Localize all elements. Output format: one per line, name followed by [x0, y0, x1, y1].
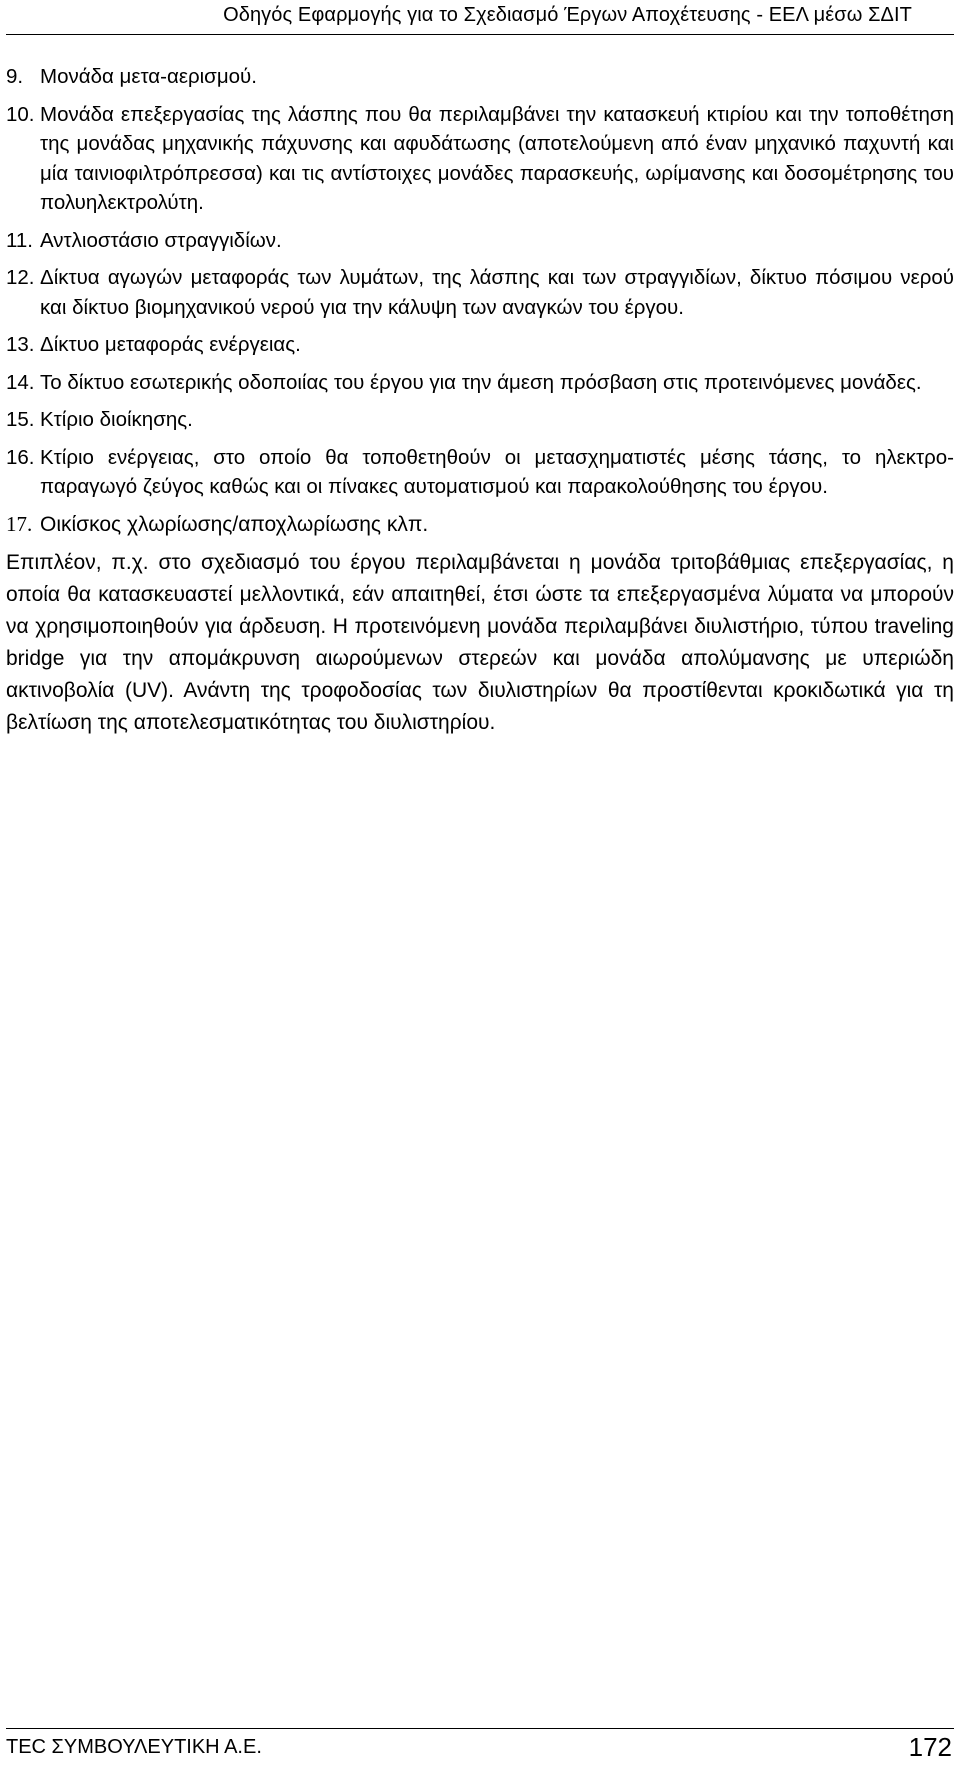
- list-item-number: 10.: [6, 102, 35, 126]
- list-item-number: 14.: [6, 370, 35, 394]
- page-footer: [6, 1728, 954, 1766]
- page-header: [0, 0, 960, 40]
- list-item-number: 12.: [6, 266, 35, 289]
- list-item-16: [6, 443, 954, 502]
- list-item-number: 16.: [6, 445, 35, 469]
- page-number: 172: [908, 1732, 952, 1762]
- list-item-13: [6, 330, 954, 360]
- list-item-number: 11.: [6, 228, 33, 252]
- list-item-text: Μονάδα επεξεργασίας της λάσπης που θα περιλαμβάνει την κατασκευή κτιρίου και την τοποθέτηση της μονάδας μηχανικής πάχυνσης και αφυδάτωσης (αποτελούμενη από έναν μηχανικό παχυντή και μία ταινιοφιλτρόπρεσσα) και τις αντίστοιχες μονάδες παρασκευής, ωρίμανσης και δοσομέτρησης του πολυηλεκτρολύτη.: [40, 102, 954, 214]
- list-item-14: [6, 368, 954, 398]
- list-item-number: 15.: [6, 408, 35, 431]
- list-item-text: Οικίσκος χλωρίωσης/αποχλωρίωσης κλπ.: [40, 512, 429, 536]
- list-item-text: Δίκτυο μεταφοράς ενέργειας.: [40, 333, 301, 356]
- list-item-10: [6, 100, 954, 218]
- list-item-11: [6, 226, 954, 256]
- list-item-15: [6, 405, 954, 435]
- header-divider: [6, 34, 954, 35]
- list-item-number: 17.: [6, 511, 33, 536]
- list-item-text: Μονάδα μετα-αερισμού.: [40, 65, 257, 88]
- list-item-text: Το δίκτυο εσωτερικής οδοποιίας του έργου για την άμεση πρόσβαση στις προτεινόμενες μονάδες.: [40, 370, 922, 394]
- list-item-9: [6, 62, 954, 92]
- list-item-text: Δίκτυα αγωγών μεταφοράς των λυμάτων, της λάσπης και των στραγγιδίων, δίκτυο πόσιμου νερού και δίκτυο βιομηχανικού νερού για την κάλυψη των αναγκών του έργου.: [40, 266, 954, 319]
- page-content: [6, 62, 954, 760]
- footer-divider: [6, 1728, 954, 1729]
- list-item-number: 9.: [6, 65, 24, 88]
- body-paragraph: Επιπλέον, π.χ. στο σχεδιασμό του έργου περιλαμβάνεται η μονάδα τριτοβάθμιας επεξεργασίας, η οποία θα κατασκευαστεί μελλοντικά, εάν απαιτηθεί, έτσι ώστε τα επεξεργασμένα λύματα να μπορούν να χρησιμοποιηθούν για άρδευση. Η προτεινόμενη μονάδα περιλαμβάνει διυλιστήριο, τύπου traveling bridge για την απομάκρυνση αιωρούμενων στερεών και μονάδα απολύμανσης με υπεριώδη ακτινοβολία (UV). Ανάντη της τροφοδοσίας των διυλιστηρίων θα προστίθενται κροκιδωτικά για τη βελτίωση της αποτελεσματικότητας του διυλιστηρίου.: [6, 551, 954, 734]
- list-item-number: 13.: [6, 333, 35, 356]
- list-item-text: Κτίριο ενέργειας, στο οποίο θα τοποθετηθούν οι μετασχηματιστές μέσης τάσης, το ηλεκτρο-παραγωγό ζεύγος καθώς και οι πίνακες αυτοματισμού και παρακολούθησης του έργου.: [40, 445, 954, 498]
- list-item-17: [6, 510, 954, 540]
- header-title: Οδηγός Εφαρμογής για το Σχεδιασμό Έργων Αποχέτευσης - ΕΕΛ μέσω ΣΔΙΤ: [223, 4, 912, 26]
- footer-company: ΤΕC ΣΥΜΒΟΥΛΕΥΤΙΚΗ Α.Ε.: [6, 1736, 262, 1758]
- list-item-text: Κτίριο διοίκησης.: [40, 408, 193, 431]
- list-item-12: [6, 263, 954, 322]
- list-item-text: Αντλιοστάσιο στραγγιδίων.: [40, 228, 282, 252]
